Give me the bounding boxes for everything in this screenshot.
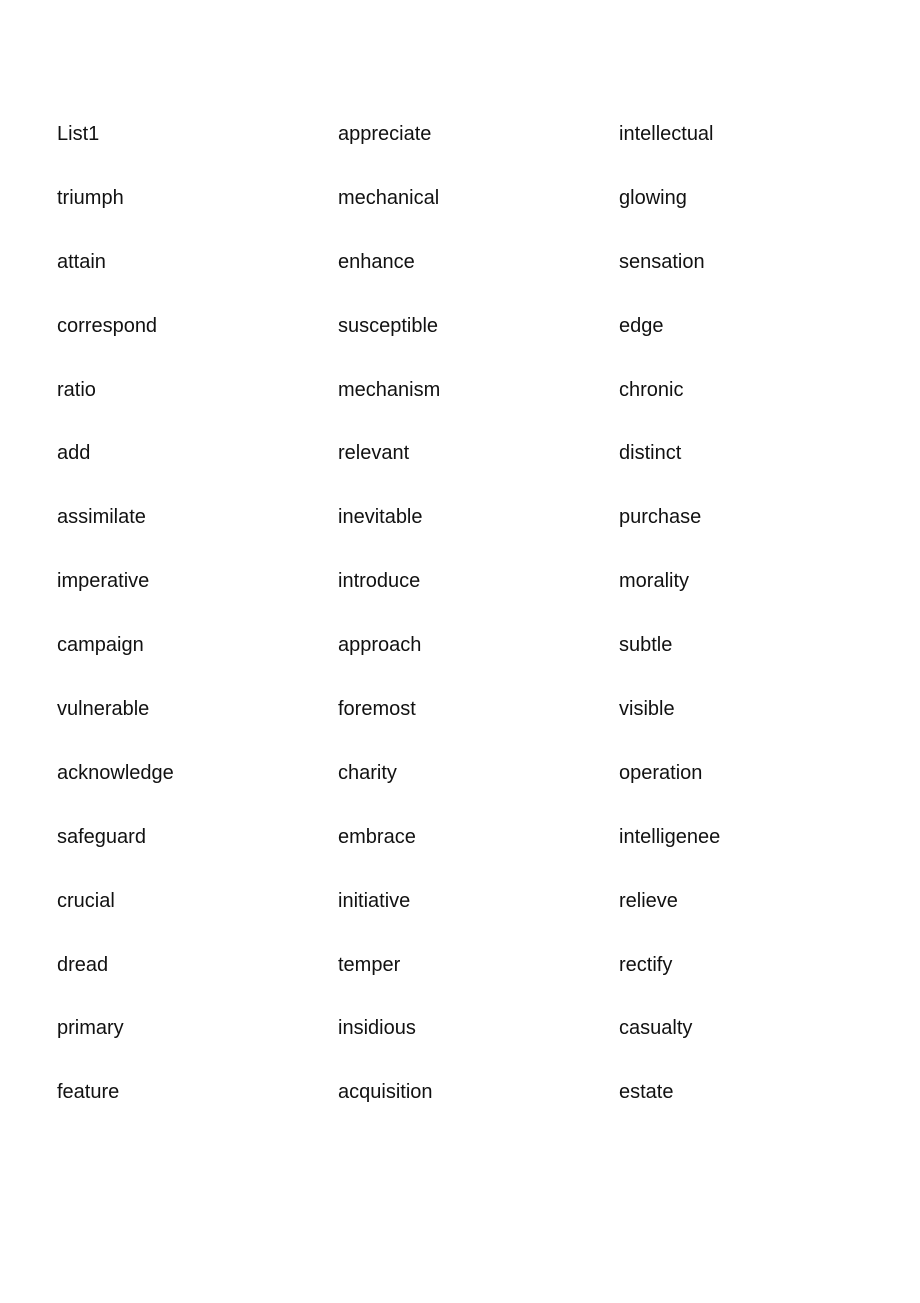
word-item: relieve [619,889,678,912]
word-item: safeguard [57,825,146,848]
word-item: intellectual [619,123,714,145]
word-item: rectify [619,953,673,976]
word-item: insidious [338,1017,416,1040]
word-item: sensation [619,250,705,273]
word-item: introduce [338,570,421,593]
word-item: correspond [57,314,158,337]
word-item: approach [338,634,422,657]
word-item: mechanical [338,186,440,209]
list-title: List1 [57,123,100,145]
word-item: edge [619,314,664,337]
word-item: add [57,442,91,465]
word-item: casualty [619,1017,693,1040]
word-item: temper [338,953,401,976]
word-item: initiative [338,889,411,912]
word-item: morality [619,570,690,593]
word-item: foremost [338,698,416,721]
word-item: ratio [57,378,96,401]
word-item: purchase [619,506,702,529]
word-item: charity [338,761,397,784]
word-item: chronic [619,378,684,401]
word-item: attain [57,250,106,273]
word-item: mechanism [338,378,441,401]
word-item: operation [619,761,703,784]
word-item: subtle [619,634,673,657]
word-item: vulnerable [57,698,150,721]
word-item: susceptible [338,314,439,337]
word-item: acknowledge [57,761,174,784]
word-item: assimilate [57,506,146,529]
word-item: enhance [338,250,415,273]
word-item: feature [57,1081,120,1104]
word-item: inevitable [338,506,423,529]
word-item: campaign [57,634,144,657]
word-item: imperative [57,570,150,593]
word-item: acquisition [338,1081,433,1104]
word-item: intelligenee [619,825,721,848]
word-item: crucial [57,889,115,912]
word-item: dread [57,953,109,976]
word-item: appreciate [338,123,432,145]
word-item: visible [619,698,675,721]
word-list-grid [57,121,900,1143]
word-item: triumph [57,186,124,209]
word-item: primary [57,1017,124,1040]
word-item: estate [619,1081,674,1104]
word-item: glowing [619,186,687,209]
word-item: distinct [619,442,682,465]
word-item: relevant [338,442,410,465]
word-item: embrace [338,825,416,848]
